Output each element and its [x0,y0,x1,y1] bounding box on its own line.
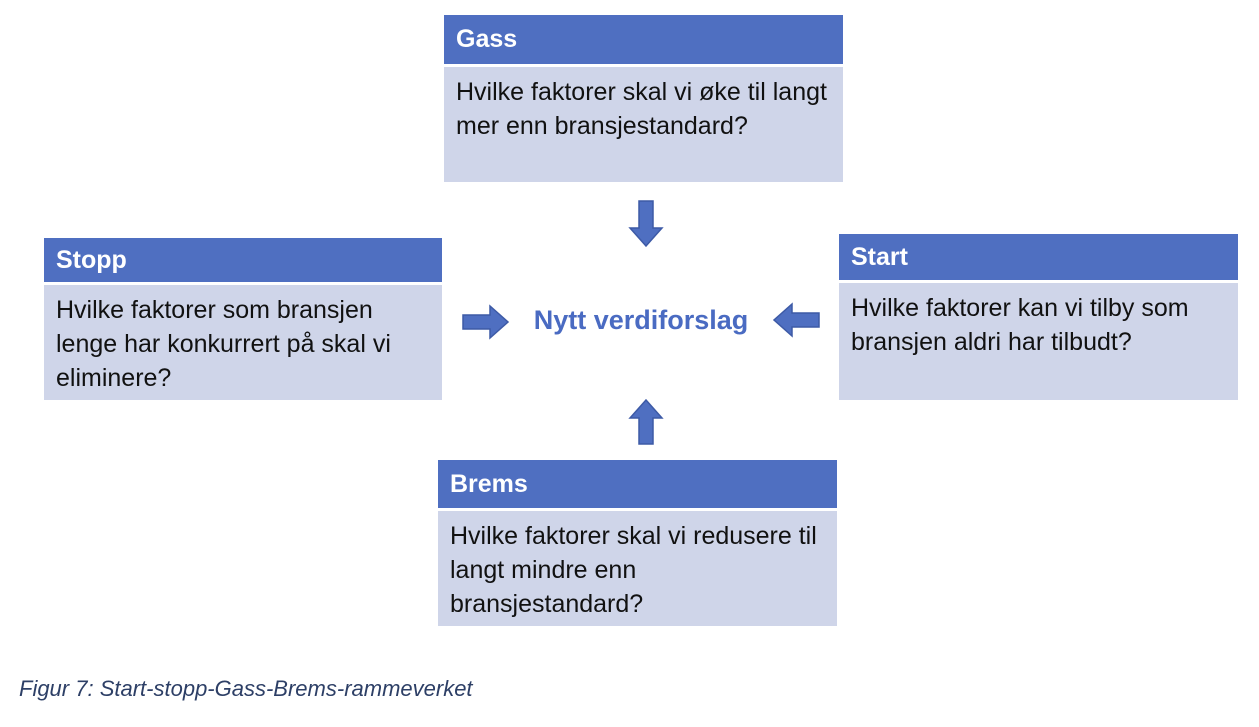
start-box [839,234,1238,400]
brems-box [438,460,837,626]
brems-text: Hvilke faktorer skal vi redusere til langt mindre enn bransjestandard? [438,511,837,626]
stopp-box [44,238,442,400]
arrow-up-icon [628,398,664,446]
arrow-right-icon [462,304,510,340]
center-label: Nytt verdiforslag [533,305,749,335]
stopp-title: Stopp [44,238,442,282]
arrow-left-shape [774,304,819,336]
arrow-right-shape [463,306,508,338]
brems-title: Brems [438,460,837,508]
arrow-down-icon [628,200,664,248]
arrow-down-shape [630,201,662,246]
start-text: Hvilke faktorer kan vi tilby som bransjen aldri har tilbudt? [839,283,1238,400]
figure-caption: Figur 7: Start-stopp-Gass-Brems-rammeverket [19,676,473,701]
gass-box [444,15,843,182]
arrow-left-icon [772,302,820,338]
gass-title: Gass [444,15,843,64]
start-title: Start [839,234,1238,280]
gass-text: Hvilke faktorer skal vi øke til langt mer enn bransjestandard? [444,67,843,182]
arrow-up-shape [630,400,662,444]
stopp-text: Hvilke faktorer som bransjen lenge har konkurrert på skal vi eliminere? [44,285,442,400]
